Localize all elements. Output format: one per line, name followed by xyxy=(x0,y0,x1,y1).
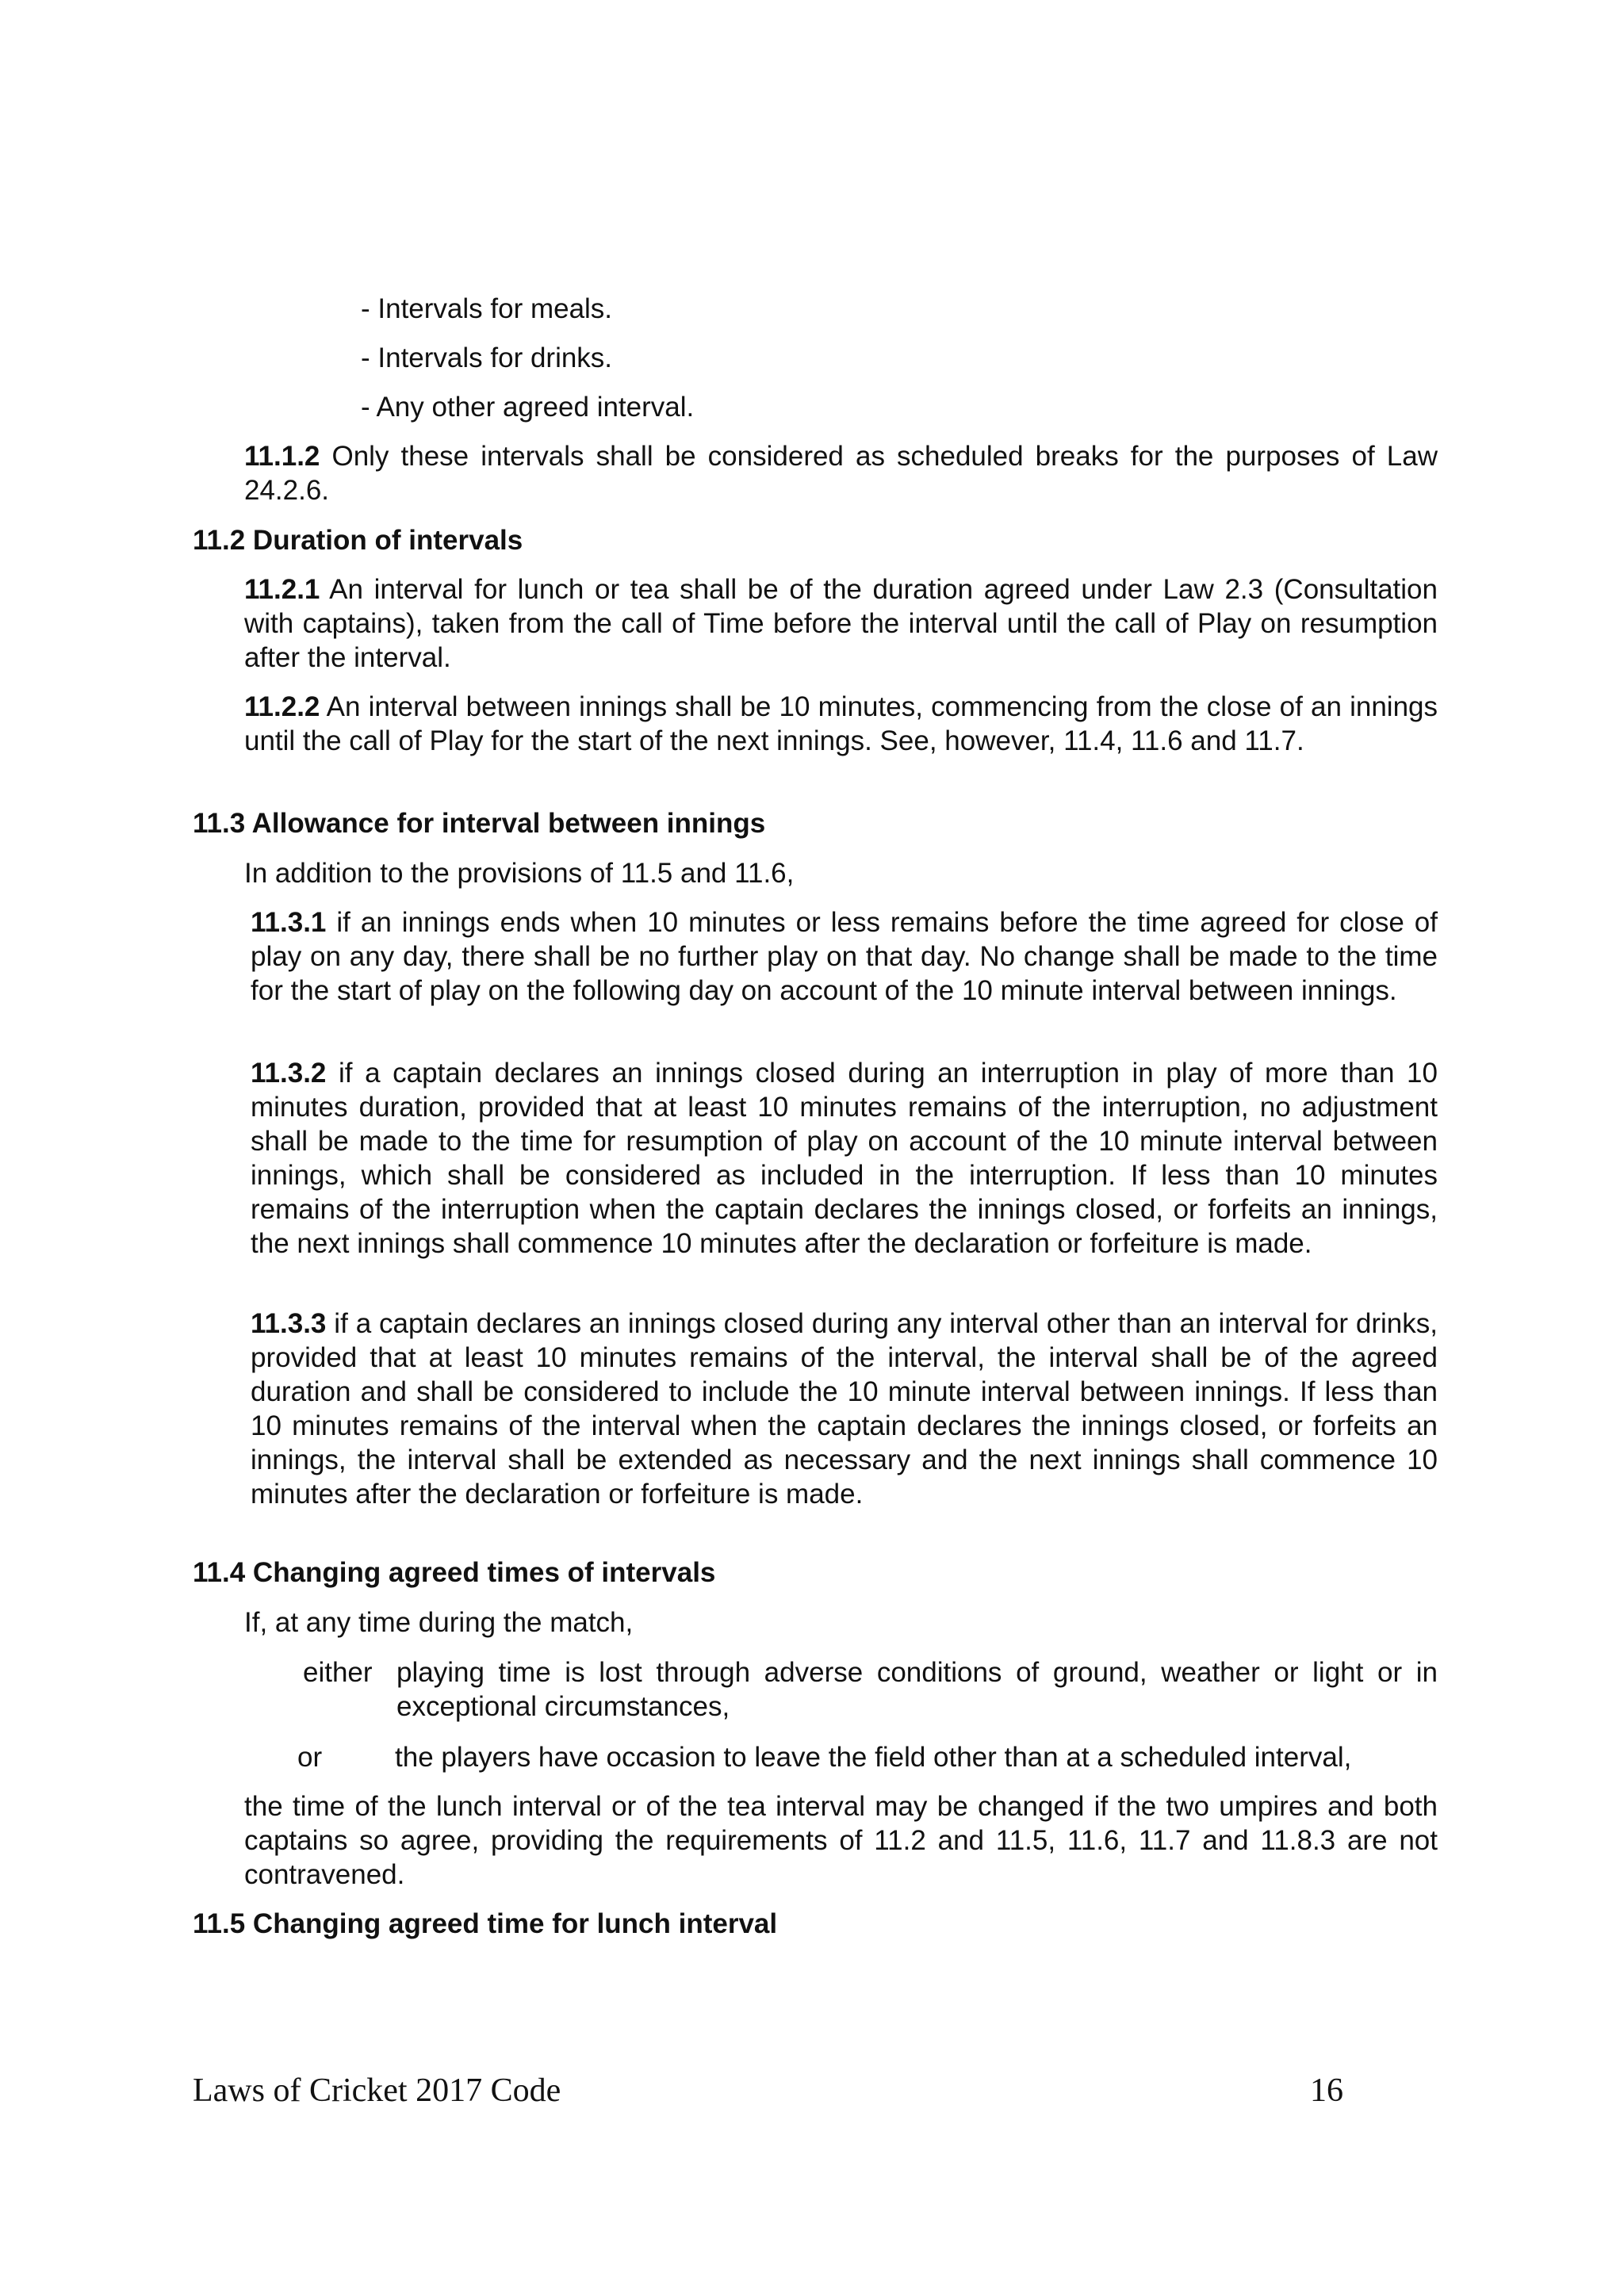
or-label: or xyxy=(297,1742,323,1773)
clause-11-1-2 xyxy=(244,439,1438,507)
clause-text: if a captain declares an innings closed during any interval other than an interval for drinks, provided that at least 10 minutes remains of the interval, the interval shall be of the agreed duration and shall be considered to include the 10 minute interval between innings. If less than 10 minutes remains of the interval when the captain declares the innings closed, or forfeits an innings, the interval shall be extended as necessary and the next innings shall commence 10 minutes after the declaration or forfeiture is made. xyxy=(251,1308,1438,1510)
either-text: playing time is lost through adverse conditions of ground, weather or light or in exceptional circumstances, xyxy=(396,1657,1438,1722)
heading-11-4: 11.4 Changing agreed times of intervals xyxy=(193,1557,716,1588)
page-number: 16 xyxy=(1310,2072,1343,2109)
clause-number: 11.3.1 xyxy=(251,907,327,938)
bullet-drinks: - Intervals for drinks. xyxy=(361,342,613,373)
or-text: the players have occasion to leave the field other than at a scheduled interval, xyxy=(395,1742,1352,1773)
clause-11-3-2 xyxy=(251,1056,1438,1261)
clause-text: Only these intervals shall be considered as scheduled breaks for the purposes of Law 24.2.6. xyxy=(244,441,1438,506)
clause-11-4-conclusion: the time of the lunch interval or of the tea interval may be changed if the two umpires and both captains so agree, providing the requirements of 11.2 and 11.5, 11.6, 11.7 and 11.8.3 are not contravened. xyxy=(244,1791,1438,1890)
either-label: either xyxy=(303,1657,373,1688)
clause-number: 11.2.2 xyxy=(244,691,320,722)
clause-text: if an innings ends when 10 minutes or less remains before the time agreed for close of play on any day, there shall be no further play on that day. No change shall be made to the time for the start of play on the following day on account of the 10 minute interval between innings. xyxy=(251,907,1438,1006)
heading-11-5: 11.5 Changing agreed time for lunch interval xyxy=(193,1908,778,1939)
clause-11-3-1 xyxy=(251,905,1438,1008)
clause-text: if a captain declares an innings closed during an interruption in play of more than 10 minutes duration, provided that at least 10 minutes remains of the interruption, no adjustment shall be made to the time for resumption of play on account of the 10 minute interval between innings, which shall be considered as included in the interruption. If less than 10 minutes remains of the interruption when the captain declares the innings closed, or forfeits an innings, the next innings shall commence 10 minutes after the declaration or forfeiture is made. xyxy=(251,1058,1438,1259)
clause-text: An interval for lunch or tea shall be of the duration agreed under Law 2.3 (Consultation with captains), taken from the call of Time before the interval until the call of Play on resumption after the interval. xyxy=(244,574,1438,673)
bullet-other: - Any other agreed interval. xyxy=(361,392,695,423)
clause-11-2-1 xyxy=(244,572,1438,675)
clause-number: 11.3.2 xyxy=(251,1058,327,1089)
heading-11-3: 11.3 Allowance for interval between innings xyxy=(193,808,766,839)
clause-number: 11.2.1 xyxy=(244,574,320,605)
intro-11-4: If, at any time during the match, xyxy=(244,1607,634,1638)
clause-number: 11.3.3 xyxy=(251,1308,327,1339)
clause-11-3-3 xyxy=(251,1307,1438,1511)
clause-11-2-2 xyxy=(244,690,1438,758)
bullet-meals: - Intervals for meals. xyxy=(361,293,613,324)
clause-number: 11.1.2 xyxy=(244,441,320,472)
footer-title: Laws of Cricket 2017 Code xyxy=(193,2072,561,2109)
intro-11-3: In addition to the provisions of 11.5 and 11.6, xyxy=(244,858,795,889)
heading-11-2: 11.2 Duration of intervals xyxy=(193,525,523,556)
clause-text: An interval between innings shall be 10 minutes, commencing from the close of an innings until the call of Play for the start of the next innings. See, however, 11.4, 11.6 and 11.7. xyxy=(244,691,1438,756)
